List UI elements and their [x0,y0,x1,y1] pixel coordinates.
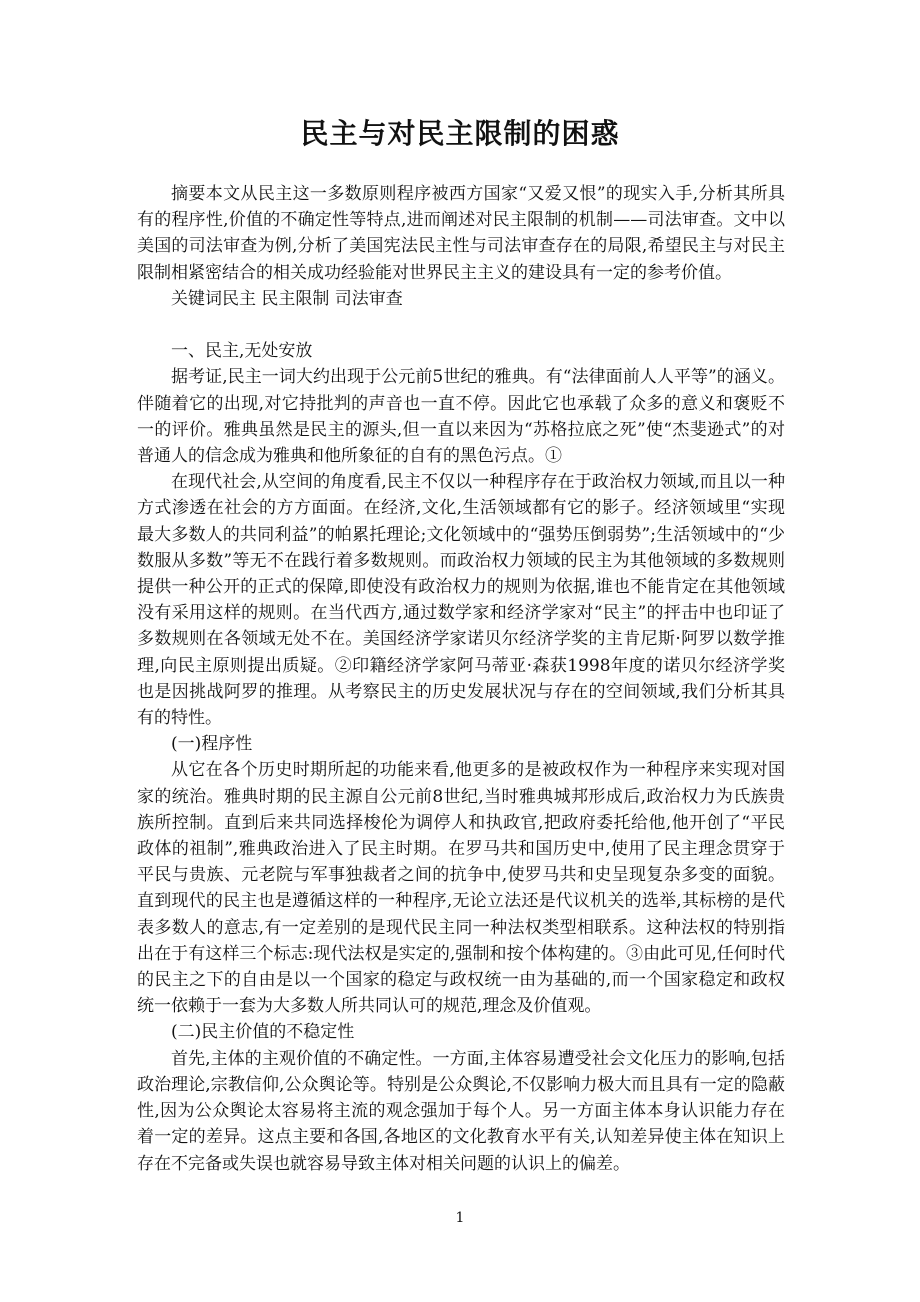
section-heading-1: 一、民主,无处安放 [171,341,313,362]
keywords-line: 关键词民主 民主限制 司法审查 [171,288,403,309]
body-paragraph-1: 据考证,民主一词大约出现于公元前5世纪的雅典。有“法律面前人人平等”的涵义。伴随着它的出现,对它持批判的声音也一直不停。因此它也承载了众多的意义和褒贬不一的评价。雅典虽然是民主的源头,但一直以来因为“苏格拉底之死”使“杰斐逊式”的对普通人的信念成为雅典和他所象征的自有的黑色污点。① [137,367,785,467]
abstract-paragraph: 摘要本文从民主这一多数原则程序被西方国家“又爱又恨”的现实入手,分析其所具有的程序性,价值的不确定性等特点,进而阐述对民主限制的机制——司法审查。文中以美国的司法审查为例,分析了美国宪法民主性与司法审查存在的局限,希望民主与对民主限制相紧密结合的相关成功经验能对世界民主主义的建设具有一定的参考价值。 [137,184,785,283]
subsection-heading-1: (一)程序性 [171,734,253,755]
document-title: 民主与对民主限制的困惑 [300,117,620,150]
body-paragraph-3: 从它在各个历史时期所起的功能来看,他更多的是被政权作为一种程序来实现对国家的统治。雅典时期的民主源自公元前8世纪,当时雅典城邦形成后,政治权力为氏族贵族所控制。直到后来共同选择梭伦为调停人和执政官,把政府委托给他,他开创了“平民政体的祖制”,雅典政治进入了民主时期。在罗马共和国历史中,使用了民主理念贯穿于平民与贵族、元老院与军事独裁者之间的抗争中,使罗马共和史呈现复杂多变的面貌。直到现代的民主也是遵循这样的一种程序,无论立法还是代议机关的选举,其标榜的是代表多数人的意志,有一定差别的是现代民主同一种法权类型相联系。这种法权的特别指出在于有这样三个标志:现代法权是实定的,强制和按个体构建的。③由此可见,任何时代的民主之下的自由是以一个国家的稳定与政权统一由为基础的,而一个国家稳定和政权统一依赖于一套为大多数人所共同认可的规范,理念及价值观。 [137,760,785,1017]
page-number: 1 [455,1210,465,1226]
subsection-heading-2: (二)民主价值的不稳定性 [171,1022,355,1043]
body-paragraph-4: 首先,主体的主观价值的不确定性。一方面,主体容易遭受社会文化压力的影响,包括政治理论,宗教信仰,公众舆论等。特别是公众舆论,不仅影响力极大而且具有一定的隐蔽性,因为公众舆论太容易将主流的观念强加于每个人。另一方面主体本身认识能力存在着一定的差异。这点主要和各国,各地区的文化教育水平有关,认知差异使主体在知识上存在不完备或失误也就容易导致主体对相关问题的认识上的偏差。 [137,1048,785,1174]
body-paragraph-2: 在现代社会,从空间的角度看,民主不仅以一种程序存在于政治权力领域,而且以一种方式渗透在社会的方方面面。在经济,文化,生活领域都有它的影子。经济领域里“实现最大多数人的共同利益”的帕累托理论;文化领域中的“强势压倒弱势”;生活领域中的“少数服从多数”等无不在践行着多数规则。而政治权力领域的民主为其他领域的多数规则提供一种公开的正式的保障,即使没有政治权力的规则为依据,谁也不能肯定在其他领域没有采用这样的规则。在当代西方,通过数学家和经济学家对“民主”的抨击中也印证了多数规则在各领域无处不在。美国经济学家诺贝尔经济学奖的主肯尼斯·阿罗以数学推理,向民主原则提出质疑。②印籍经济学家阿马蒂亚·森获1998年度的诺贝尔经济学奖也是因挑战阿罗的推理。从考察民主的历史发展状况与存在的空间领域,我们分析其具有的特性。 [137,472,785,729]
document-body [137,181,785,1177]
